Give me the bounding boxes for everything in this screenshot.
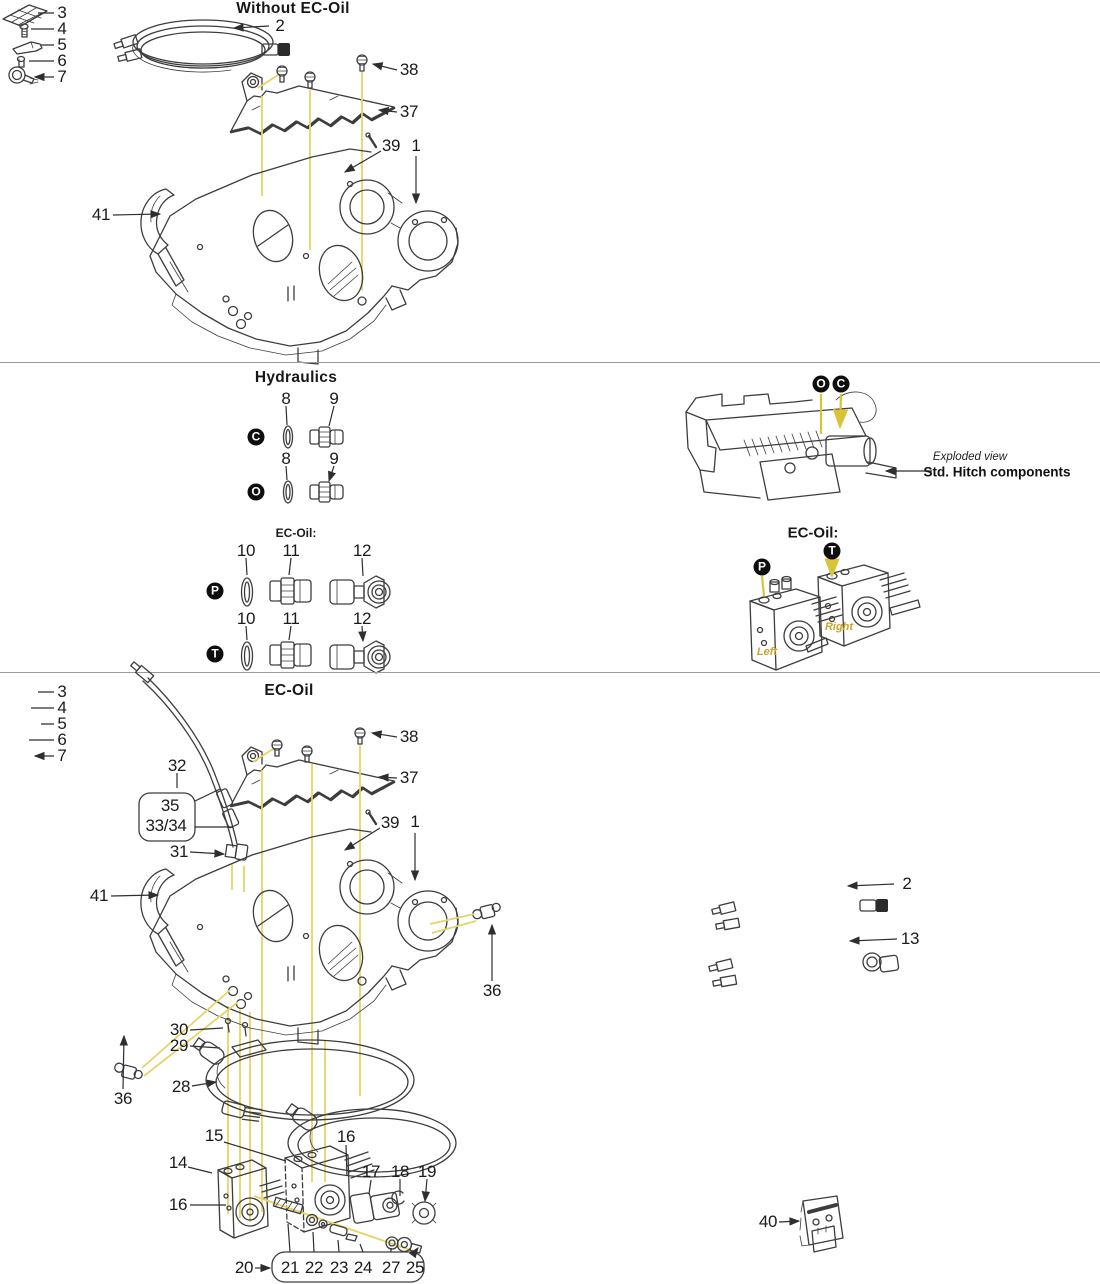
callout-bot-20: 20	[234, 1258, 254, 1277]
grease-fitting-36-left	[113, 1062, 144, 1081]
section-title-without-ec-oil: Without EC-Oil	[236, 0, 350, 17]
callout-bot-38: 38	[399, 727, 419, 746]
callout-bot-2: 2	[902, 874, 912, 893]
callout-bot-30: 30	[169, 1020, 189, 1039]
grease-fitting-36-right	[471, 903, 502, 922]
section-title-hydraulics: Hydraulics	[254, 369, 338, 386]
callout-bot-41: 41	[89, 886, 109, 905]
callout-mid-10b: 10	[236, 609, 256, 628]
section-hydraulics	[242, 392, 933, 673]
ec-oil-valve-blocks	[750, 565, 920, 670]
callout-bot-1: 1	[410, 812, 420, 831]
solenoid-17	[350, 1188, 400, 1224]
callout-bot-16-top: 16	[336, 1127, 356, 1146]
callout-bot-14: 14	[168, 1153, 188, 1172]
callout-bot-33-34: 33/34	[145, 816, 187, 835]
section-ec-oil	[3, 660, 1100, 1284]
callout-bot-23: 23	[329, 1258, 349, 1277]
port-badge-t-block: T	[824, 543, 841, 560]
callout-mid-12b: 12	[352, 609, 372, 628]
callout-bot-40: 40	[758, 1212, 778, 1231]
callout-bot-24: 24	[353, 1258, 373, 1277]
port-badge-p-block: P	[754, 559, 771, 576]
callout-mid-8a: 8	[281, 389, 291, 408]
callout-bot-13: 13	[900, 929, 920, 948]
callout-mid-8b: 8	[281, 449, 291, 468]
callout-top-3: 3	[57, 3, 67, 22]
callout-bot-31: 31	[169, 842, 189, 861]
callout-mid-11b: 11	[282, 609, 300, 628]
cable-loop-28	[191, 1035, 414, 1123]
callout-bot-5: 5	[57, 714, 67, 733]
hint-right-block: Right	[824, 621, 854, 633]
callout-top-1: 1	[411, 136, 421, 155]
callout-bot-37: 37	[399, 768, 419, 787]
port-badge-p-left: P	[207, 583, 224, 600]
callout-mid-9a: 9	[329, 389, 339, 408]
callout-top-4: 4	[57, 19, 67, 38]
callout-top-37: 37	[399, 102, 419, 121]
callout-bot-15: 15	[204, 1126, 224, 1145]
callout-top-6: 6	[57, 51, 67, 70]
cap-19	[412, 1202, 436, 1224]
section-without-ec-oil	[3, 5, 458, 364]
callout-bot-28: 28	[171, 1077, 191, 1096]
section-title-ec-oil: EC-Oil	[264, 682, 314, 699]
callout-bot-25: 25	[405, 1258, 425, 1277]
callout-bot-27: 27	[381, 1258, 401, 1277]
label-ec-oil-blocks: EC-Oil:	[787, 524, 839, 542]
callout-mid-11a: 11	[282, 541, 300, 560]
ec-oil-hose-bundle	[129, 660, 248, 860]
callout-mid-10a: 10	[236, 541, 256, 560]
callout-bot-19: 19	[417, 1162, 437, 1181]
callout-top-39: 39	[381, 136, 401, 155]
callout-bot-6: 6	[57, 730, 67, 749]
callout-top-5: 5	[57, 35, 67, 54]
port-badge-t-left: T	[207, 646, 224, 663]
callout-bot-7: 7	[57, 746, 67, 765]
hint-left-block: Left	[756, 646, 778, 658]
callout-bot-4: 4	[57, 698, 67, 717]
callout-bot-35: 35	[160, 796, 180, 815]
callout-bot-32: 32	[167, 756, 187, 775]
port-badge-c-hitch: C	[833, 376, 850, 393]
callout-bot-17: 17	[361, 1162, 381, 1181]
label-ec-oil-fittings: EC-Oil:	[275, 526, 317, 540]
callout-bot-22: 22	[304, 1258, 324, 1277]
callout-bot-18: 18	[390, 1162, 410, 1181]
bracket-40	[800, 1196, 843, 1252]
port-badge-o-left: O	[248, 484, 265, 501]
callout-mid-12a: 12	[352, 541, 372, 560]
note-exploded-view: Exploded view	[932, 451, 1008, 463]
callout-bot-29: 29	[169, 1036, 189, 1055]
port-badge-c-left: C	[248, 429, 265, 446]
callout-bot-39: 39	[380, 813, 400, 832]
std-hitch-sketch	[686, 392, 896, 500]
port-badge-o-hitch: O	[813, 376, 830, 393]
callout-top-38: 38	[399, 60, 419, 79]
callout-mid-9b: 9	[329, 449, 339, 468]
callout-bot-16-left: 16	[168, 1195, 188, 1214]
callout-top-41: 41	[91, 205, 111, 224]
callout-bot-36-right: 36	[482, 981, 502, 1000]
callout-bot-3: 3	[57, 682, 67, 701]
callout-top-2: 2	[275, 16, 285, 35]
callout-top-7: 7	[57, 67, 67, 86]
note-std-hitch-components: Std. Hitch components	[923, 464, 1071, 480]
callout-bot-36-left: 36	[113, 1089, 133, 1108]
callout-bot-21: 21	[280, 1258, 300, 1277]
